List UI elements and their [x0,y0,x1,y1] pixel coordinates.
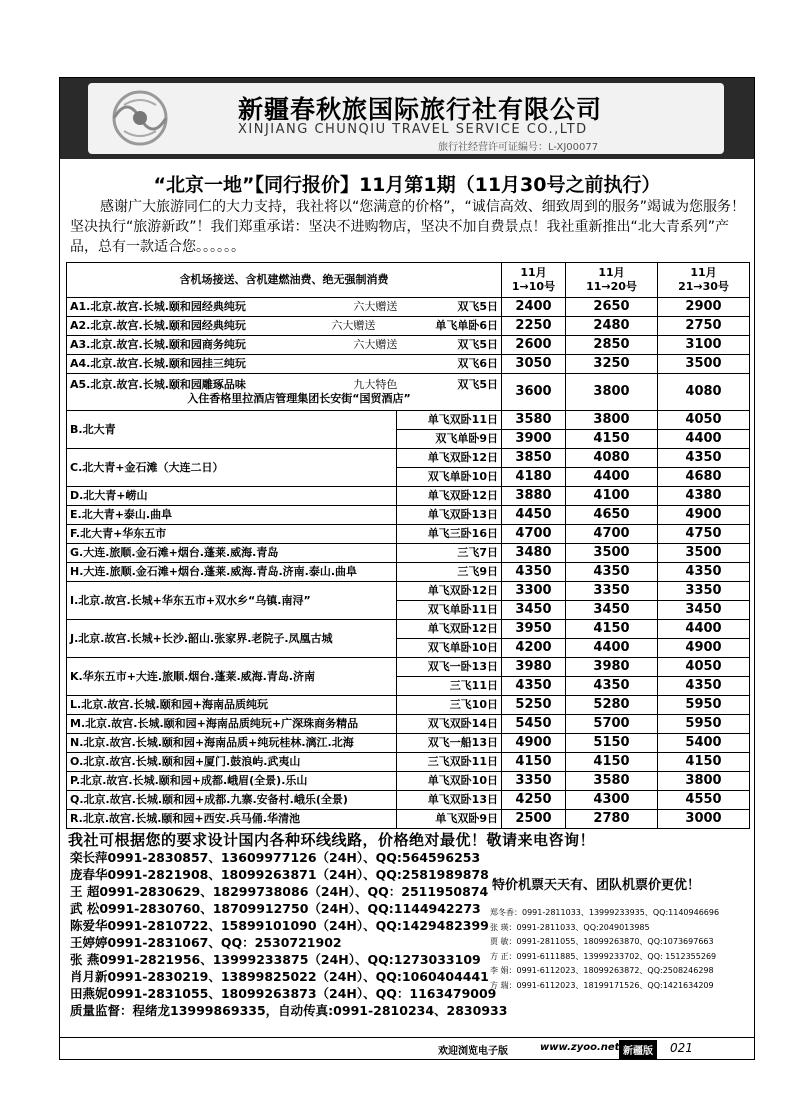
route-duration: 单飞单卧6日 [435,319,498,332]
route-duration: 单飞双卧13日 [397,506,502,525]
col-header-2: 11月 11→20号 [566,263,658,298]
route-tag: 九大特色 [353,378,398,391]
table-row [67,506,750,525]
staff-line: 栾长萍0991-2830857、13609977126（24H）、QQ:564596253 [70,850,481,865]
table-row [67,810,750,829]
route-duration: 双飞双卧14日 [397,715,502,734]
price-cell: 4400 [566,468,658,487]
table-row [67,525,750,544]
route-name-cell [67,298,502,317]
table-row [67,317,750,336]
route-name: A1.北京.故宫.长城.颐和园经典纯玩 [70,300,246,313]
route-duration: 双飞5日 [457,300,498,313]
route-duration: 单飞双卧12日 [397,582,502,601]
page-number: 021 [670,1041,693,1055]
price-cell: 3980 [502,658,566,677]
price-cell: 2480 [566,317,658,336]
staff-line: 张 燕0991-2821956、13999233875（24H）、QQ:1273033109 [70,952,481,967]
col-header-1: 11月 1→10号 [502,263,566,298]
contact-line: 贾 敏：0991-2811055、18099263870、QQ:1073697663 [490,937,714,946]
swirl-logo-icon [94,87,186,149]
price-cell: 4700 [566,525,658,544]
price-cell: 4900 [502,734,566,753]
route-name-cell: F.北大青+华东五市 [67,525,397,544]
table-row [67,753,750,772]
contact-line: 方 正：0991-6111885、13999233702、QQ: 1512355269 [490,951,717,961]
route-duration: 双飞单卧10日 [397,639,502,658]
staff-line: 武 松0991-2830760、18709912750（24H）、QQ:1144942273 [70,901,481,916]
price-cell: 3850 [502,449,566,468]
price-cell: 4180 [502,468,566,487]
route-duration: 双飞5日 [457,338,498,351]
route-duration: 单飞双卧10日 [397,772,502,791]
table-row [67,411,750,430]
route-duration: 三飞双卧11日 [397,753,502,772]
price-cell: 3950 [502,620,566,639]
bottom-bar [60,1037,754,1059]
route-name-cell: R.北京.故宫.长城.颐和园+西安.兵马俑.华清池 [67,810,397,829]
license-number: 旅行社经营许可证编号：L-XJ00077 [438,142,599,153]
price-cell: 4750 [658,525,750,544]
price-cell: 4150 [566,753,658,772]
price-cell: 5950 [658,715,750,734]
price-cell: 3350 [658,582,750,601]
table-row [67,715,750,734]
route-name-cell: J.北京.故宫.长城+长沙.韶山.张家界.老院子.凤凰古城 [67,620,397,658]
price-cell: 4350 [658,449,750,468]
price-cell: 4150 [502,753,566,772]
price-cell: 3000 [658,810,750,829]
intro-paragraph [70,197,746,257]
price-cell: 4350 [502,677,566,696]
table-row [67,355,750,374]
route-duration: 单飞双卧13日 [397,791,502,810]
price-cell: 5700 [566,715,658,734]
table-header-row [67,263,750,298]
route-name-cell: H.大连.旅顺.金石滩+烟台.蓬莱.威海.青岛.济南.泰山.曲阜 [67,563,397,582]
staff-line: 陈爱华0991-2810722、15899101090（24H）、QQ:1429482399 [70,918,489,933]
price-cell: 2250 [502,317,566,336]
staff-line: 质量监督：程绪龙13999869335，自动传真:0991-2810234、2830933 [70,1003,508,1018]
intro-text: 感谢广大旅游同仁的大力支持，我社将以“您满意的价格”，“诚信高效、细致周到的服务”竭诚为您服务！坚决执行“旅游新政”！我们郑重承诺：坚决不进购物店，坚决不加自费景点！我社重新推出“北大青系列”产品，总有一款适合您。。。。。。 [70,199,746,255]
price-cell: 4650 [566,506,658,525]
price-table-body [67,263,750,829]
route-name-cell: D.北大青+崂山 [67,487,397,506]
price-cell: 3350 [502,772,566,791]
table-row [67,487,750,506]
route-duration: 双飞6日 [457,357,498,370]
route-duration: 单飞双卧12日 [397,620,502,639]
price-cell: 3800 [566,411,658,430]
table-row [67,336,750,355]
route-duration: 三飞9日 [397,563,502,582]
price-cell: 3880 [502,487,566,506]
table-row [67,544,750,563]
price-cell: 3600 [502,374,566,411]
route-duration: 单飞双卧12日 [397,487,502,506]
price-cell: 3350 [566,582,658,601]
staff-line: 庞春华0991-2821908、18099263871（24H）、QQ:2581989878 [70,867,489,882]
route-name-cell: B.北大青 [67,411,397,449]
price-cell: 4680 [658,468,750,487]
price-table [66,262,750,829]
route-duration: 单飞双卧9日 [397,810,502,829]
price-cell: 2400 [502,298,566,317]
price-cell: 3500 [658,544,750,563]
company-name-cn: 新疆春秋旅国际旅行社有限公司 [238,95,603,124]
price-cell: 5950 [658,696,750,715]
price-cell: 4150 [566,430,658,449]
staff-line: 王 超0991-2830629、18299738086（24H）、QQ：2511950874 [70,884,489,899]
price-cell: 4350 [658,563,750,582]
price-cell: 5280 [566,696,658,715]
price-cell: 4400 [658,620,750,639]
route-name-cell: Q.北京.故宫.长城.颐和园+成都.九寨.安备村.峨乐(全景) [67,791,397,810]
route-duration: 三飞11日 [397,677,502,696]
staff-line: 肖月新0991-2830219、13899825022（24H）、QQ:1060404441 [70,969,489,984]
price-cell: 2900 [658,298,750,317]
table-row [67,772,750,791]
company-name-en: XINJIANG CHUNQIU TRAVEL SERVICE CO.,LTD [238,122,588,137]
price-cell: 4900 [658,639,750,658]
table-row [67,734,750,753]
price-cell: 4400 [658,430,750,449]
price-cell: 3450 [502,601,566,620]
price-cell: 4900 [658,506,750,525]
price-cell: 4150 [658,753,750,772]
route-duration: 双飞单卧11日 [397,601,502,620]
price-cell: 5450 [502,715,566,734]
price-cell: 3480 [502,544,566,563]
price-cell: 5250 [502,696,566,715]
staff-line: 王婷婷0991-2831067、QQ：2530721902 [70,935,342,950]
hotel-note: 入住香格里拉酒店管理集团长安街“国贸酒店” [187,392,411,405]
price-cell: 3900 [502,430,566,449]
price-cell: 4350 [658,677,750,696]
table-row [67,563,750,582]
price-cell: 4700 [502,525,566,544]
table-row [67,449,750,468]
price-cell: 3250 [566,355,658,374]
route-name-cell: P.北京.故宫.长城.颐和园+成都.峨眉(全景).乐山 [67,772,397,791]
table-row [67,298,750,317]
page [59,77,755,1060]
route-tag: 六大赠送 [353,338,398,351]
bottom-text: 欢迎浏览电子版 [438,1046,508,1057]
route-duration: 双飞一卧13日 [397,658,502,677]
price-cell: 3980 [566,658,658,677]
price-cell: 3800 [658,772,750,791]
route-name-cell: N.北京.故宫.长城.颐和园+海南品质+纯玩桂林.漓江.北海 [67,734,397,753]
price-cell: 3580 [566,772,658,791]
col-header-3: 11月 21→30号 [658,263,750,298]
table-row [67,696,750,715]
route-name-cell [67,374,502,411]
route-duration: 双飞单卧10日 [397,468,502,487]
contact-line: 方 瑞：0991-6112023、18199171526、QQ:1421634209 [490,980,714,990]
edition-tag: 新疆版 [619,1040,657,1059]
route-name-cell: C.北大青+金石滩（大连二日） [67,449,397,487]
price-cell: 4400 [566,639,658,658]
price-cell: 4050 [658,411,750,430]
route-duration: 双飞单卧9日 [397,430,502,449]
price-cell: 4100 [566,487,658,506]
slogan: 我社可根据您的要求设计国内各种环线线路，价格绝对最优！敬请来电咨询！ [68,831,596,849]
staff-line: 田燕妮0991-2831055、18099263873（24H）、QQ：1163479009 [70,986,497,1001]
price-cell: 5150 [566,734,658,753]
table-row [67,374,750,411]
route-name: A2.北京.故宫.长城.颐和园经典纯玩 [70,319,246,332]
route-duration: 单飞双卧11日 [397,411,502,430]
route-name-cell [67,317,502,336]
table-row [67,582,750,601]
promo-text: 特价机票天天有、团队机票价更优！ [492,878,701,893]
price-cell: 4450 [502,506,566,525]
price-cell: 4350 [566,563,658,582]
banner-inner [88,83,724,154]
staff-contacts [70,849,507,1019]
price-cell: 2650 [566,298,658,317]
price-cell: 3580 [502,411,566,430]
price-cell: 4150 [566,620,658,639]
bottom-url-link[interactable]: www.zyoo.net [540,1042,620,1053]
price-cell: 4550 [658,791,750,810]
price-cell: 4250 [502,791,566,810]
route-duration: 三飞10日 [397,696,502,715]
price-cell: 4300 [566,791,658,810]
route-duration: 三飞7日 [397,544,502,563]
price-cell: 2850 [566,336,658,355]
route-name-cell [67,355,502,374]
route-name: A3.北京.故宫.长城.颐和园商务纯玩 [70,338,246,351]
price-cell: 3050 [502,355,566,374]
price-cell: 3500 [566,544,658,563]
route-name-cell: L.北京.故宫.长城.颐和园+海南品质纯玩 [67,696,397,715]
route-name-cell: G.大连.旅顺.金石滩+烟台.蓬莱.威海.青岛 [67,544,397,563]
route-duration: 双飞一船13日 [397,734,502,753]
route-name-cell: M.北京.故宫.长城.颐和园+海南品质纯玩+广深珠商务精品 [67,715,397,734]
price-cell: 4350 [566,677,658,696]
route-duration: 单飞三卧16日 [397,525,502,544]
small-contacts [490,906,719,993]
price-cell: 3800 [566,374,658,411]
price-cell: 4050 [658,658,750,677]
table-row [67,658,750,677]
table-header-note: 含机场接送、含机建燃油费、绝无强制消费 [67,263,502,298]
route-name-cell: O.北京.故宫.长城.颐和园+厦门.鼓浪屿.武夷山 [67,753,397,772]
contact-line: 张 瑛：0991-2811033、QQ:2049013985 [490,922,650,932]
contact-line: 郑冬香：0991-2811033、13999233935、QQ:1140946696 [490,908,720,917]
price-cell: 5400 [658,734,750,753]
price-cell: 4080 [566,449,658,468]
route-name: A4.北京.故宫.长城.颐和园挂三纯玩 [70,357,246,370]
route-name-cell: E.北大青+泰山.曲阜 [67,506,397,525]
route-duration: 单飞双卧12日 [397,449,502,468]
route-name-cell [67,336,502,355]
price-cell: 4380 [658,487,750,506]
route-tag: 六大赠送 [353,300,398,313]
route-name-cell: I.北京.故宫.长城+华东五市+双水乡“乌镇.南浔” [67,582,397,620]
header-banner [60,78,754,159]
price-cell: 4080 [658,374,750,411]
price-cell: 3500 [658,355,750,374]
route-tag: 六大赠送 [331,319,376,332]
route-duration: 双飞5日 [457,378,498,391]
price-cell: 3300 [502,582,566,601]
price-cell: 2780 [566,810,658,829]
table-row [67,620,750,639]
route-name-cell: K.华东五市+大连.旅顺.烟台.蓬莱.威海.青岛.济南 [67,658,397,696]
price-cell: 2750 [658,317,750,336]
price-cell: 3100 [658,336,750,355]
price-cell: 3450 [566,601,658,620]
contact-line: 李 娟：0991-6112023、18099263872、QQ:2508246298 [490,966,714,975]
page-title: “北京一地”【同行报价】11月第1期（11月30号之前执行） [153,174,661,196]
route-name: A5.北京.故宫.长城.颐和园雕琢品味 [70,378,246,391]
price-cell: 4350 [502,563,566,582]
price-cell: 3450 [658,601,750,620]
price-cell: 2600 [502,336,566,355]
table-row [67,791,750,810]
price-cell: 2500 [502,810,566,829]
price-cell: 4200 [502,639,566,658]
